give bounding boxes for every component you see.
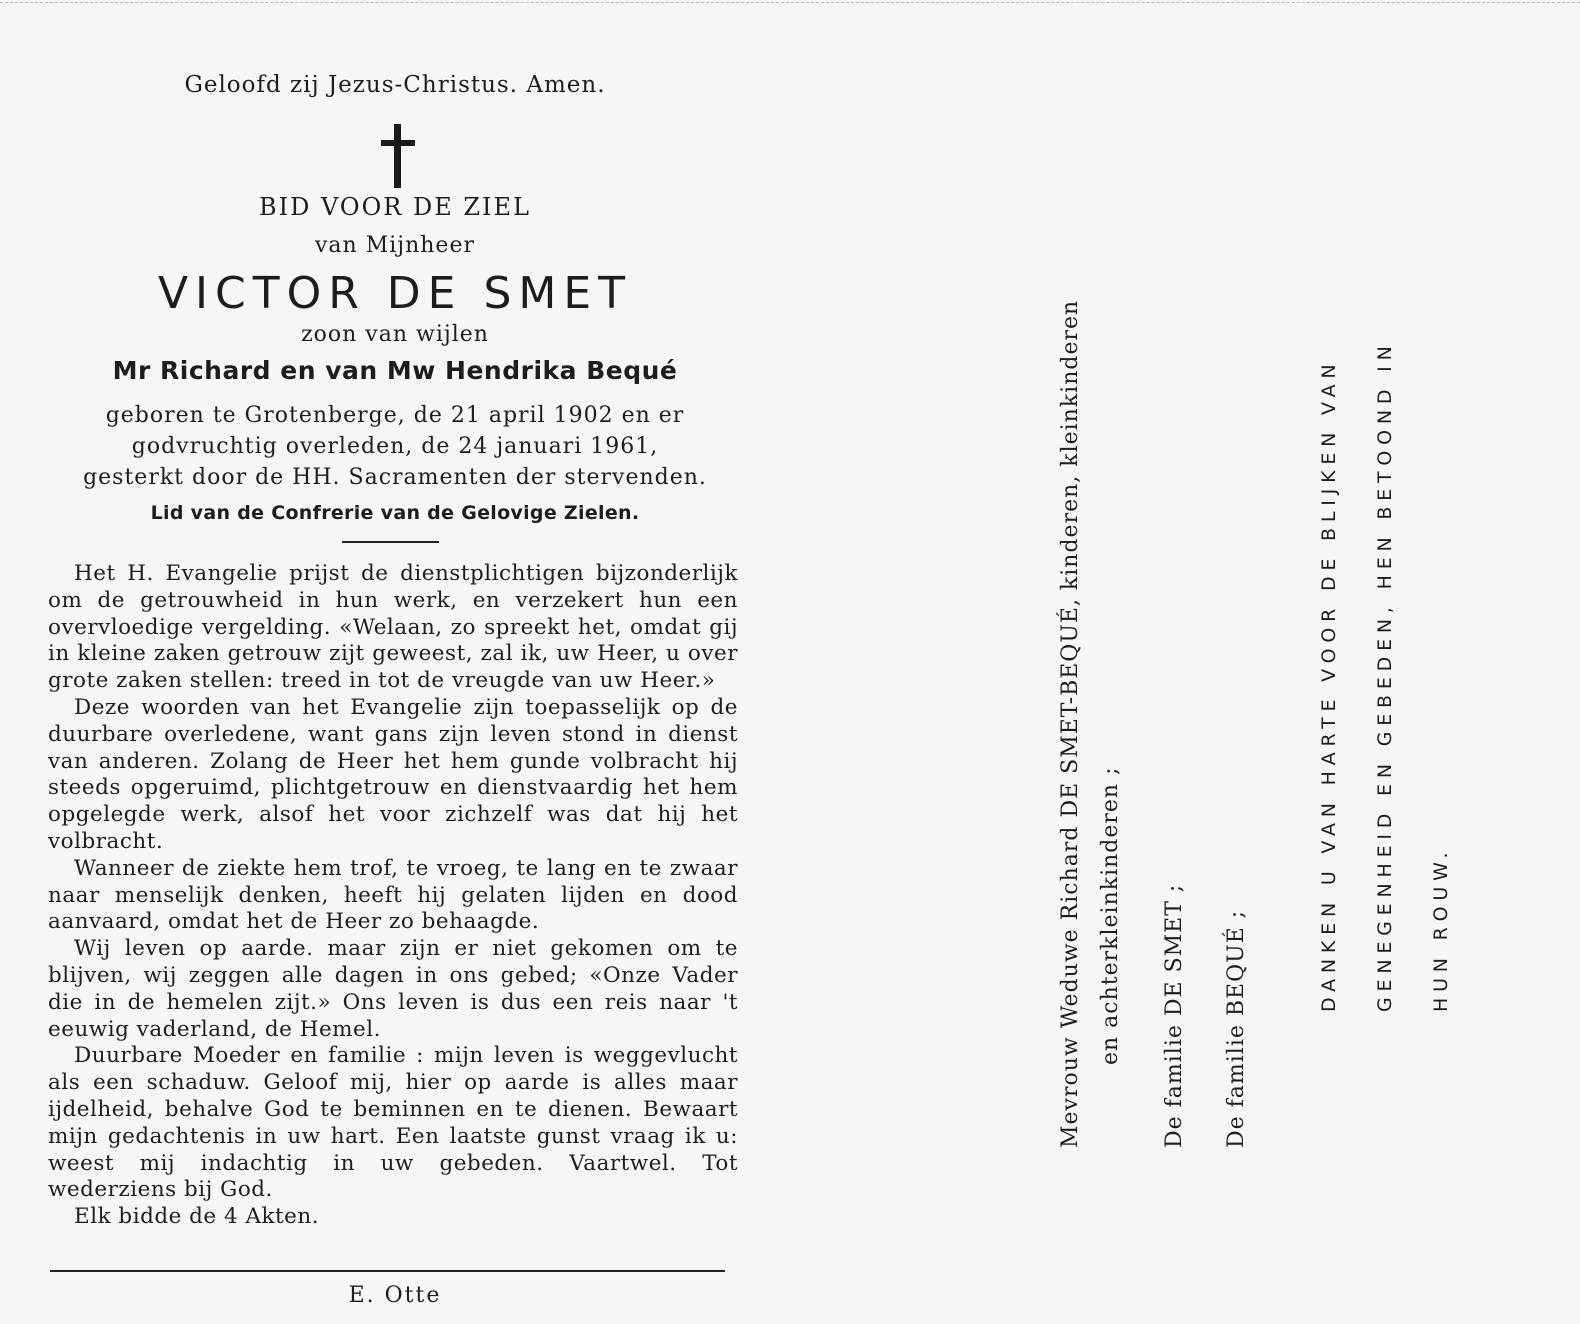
deceased-name: VICTOR DE SMET bbox=[157, 268, 633, 319]
memorial-text bbox=[48, 561, 738, 1231]
prayer-request: BID VOOR DE ZIEL bbox=[259, 193, 531, 221]
divider bbox=[50, 1270, 725, 1272]
family-smet: De familie DE SMET ; bbox=[1162, 883, 1187, 1148]
membership: Lid van de Confrerie van de Gelovige Zielen. bbox=[150, 502, 640, 524]
thanks-line-2: GENEGENHEID EN GEBEDEN, HEN BETOOND IN bbox=[1374, 340, 1396, 1012]
thanks-line-1: DANKEN U VAN HARTE VOOR DE BLIJKEN VAN bbox=[1318, 358, 1340, 1012]
thank-you-panel bbox=[790, 0, 1580, 1324]
family-line-1: Mevrouw Weduwe Richard DE SMET-BEQUÉ, kinderen, kleinkinderen bbox=[1058, 299, 1083, 1148]
divider bbox=[342, 541, 439, 543]
parents: Mr Richard en van Mw Hendrika Bequé bbox=[112, 356, 678, 385]
birth-death-info bbox=[40, 400, 750, 493]
greeting: Geloofd zij Jezus-Christus. Amen. bbox=[184, 72, 606, 98]
birth-line: geboren te Grotenberge, de 21 april 1902 en er bbox=[105, 403, 685, 428]
family-line-2: en achterkleinkinderen ; bbox=[1098, 766, 1123, 1065]
death-line: godvruchtig overleden, de 24 januari 1961, bbox=[131, 434, 659, 459]
paragraph: Wij leven op aarde. maar zijn er niet gekomen om te blijven, wij zeggen alle dagen in ons gebed; «Onze Vader die in de hemelen zijt.» Ons leven is dus een reis naar 't eeuwig vaderland, de Hemel. bbox=[48, 936, 738, 1042]
sacraments-line: gesterkt door de HH. Sacramenten der stervenden. bbox=[83, 465, 707, 490]
paragraph: Elk bidde de 4 Akten. bbox=[74, 1204, 320, 1230]
paragraph: Het H. Evangelie prijst de dienstplichtigen bijzonderlijk om de getrouwheid in hun werk, en verzekert hun een overvloedige vergelding. «Welaan, zo spreekt het, omdat gij in kleine zaken getrouw zijt geweest, zal ik, uw Heer, u over grote zaken stellen: treed in tot de vreugde van uw Heer.» bbox=[48, 561, 738, 694]
paragraph: Deze woorden van het Evangelie zijn toepasselijk op de duurbare overledene, want gans zijn leven stond in dienst van anderen. Zolang de Heer het hem gunde volbracht hij steeds opgeruimd, plichtgetrouw en dienstvaardig het hem opgelegde werk, alsof het voor zichzelf was dat hij het volbracht. bbox=[48, 694, 738, 854]
paragraph: Duurbare Moeder en familie : mijn leven is weggevlucht als een schaduw. Geloof mij, hier op aarde is alles maar ijdelheid, behalve God te beminnen en te dienen. Bewaart mijn gedachtenis in uw hart. Een laatste gunst vraag ik u: weest mij indachtig in uw gebeden. Vaartwel. Tot wederziens bij God. bbox=[48, 1043, 738, 1203]
thanks-line-3: HUN ROUW. bbox=[1430, 846, 1452, 1012]
printer-name: E. Otte bbox=[348, 1283, 442, 1308]
cross-icon bbox=[381, 124, 415, 188]
paragraph: Wanneer de ziekte hem trof, te vroeg, te lang en te zwaar naar menselijk denken, heeft hij gelaten lijden en dood aanvaard, omdat het de Heer zo behaagde. bbox=[48, 855, 738, 935]
honorific: van Mijnheer bbox=[315, 233, 475, 258]
family-beque: De familie BEQUÉ ; bbox=[1224, 909, 1249, 1148]
son-of: zoon van wijlen bbox=[301, 322, 489, 347]
